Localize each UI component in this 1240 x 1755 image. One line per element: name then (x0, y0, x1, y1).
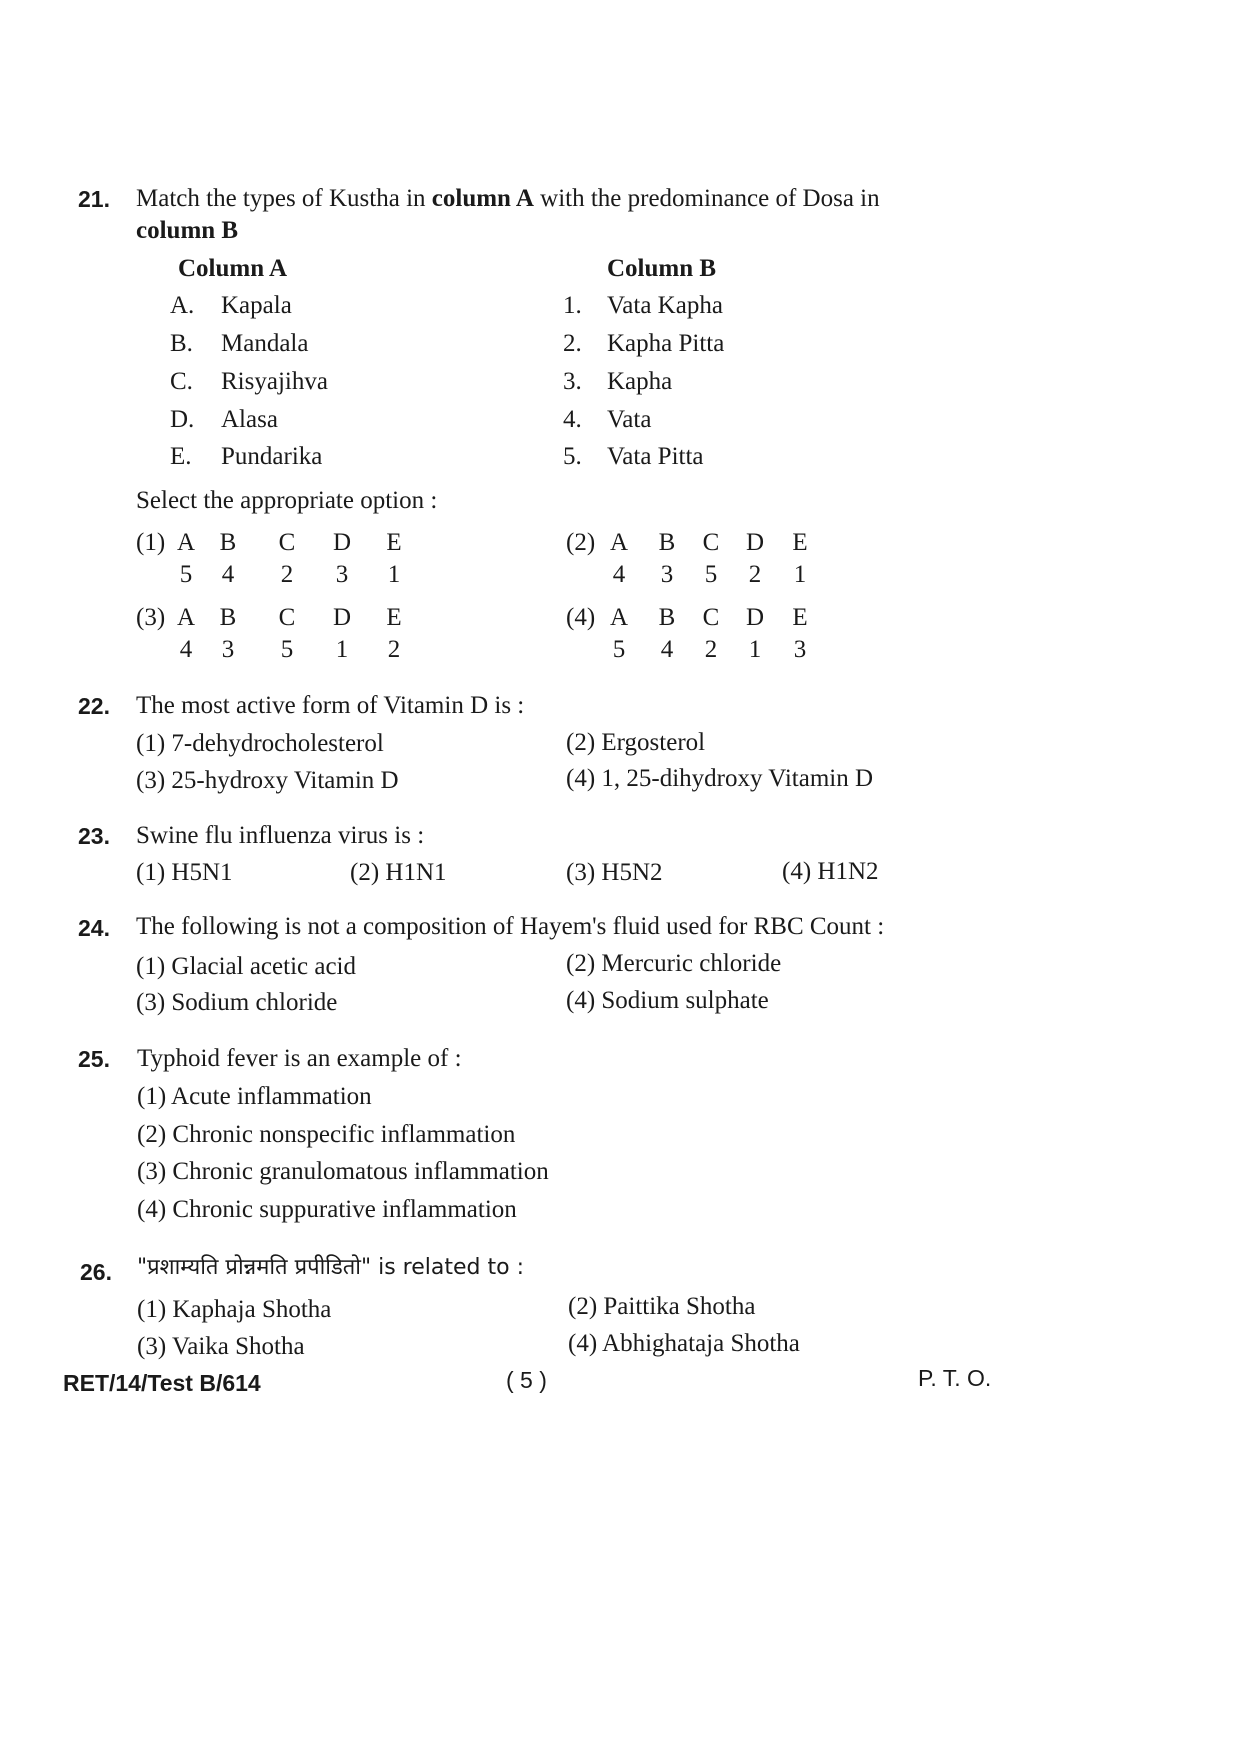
option-value: 5 (612, 636, 626, 663)
option-value: 3 (221, 636, 235, 663)
question-number: 23. (78, 823, 110, 849)
answer-option-3[interactable]: (3) Sodium chloride (136, 989, 338, 1016)
column-b-number: 1. (563, 292, 582, 319)
column-b-number: 5. (563, 443, 582, 470)
option-label: (4) (566, 604, 596, 631)
option-letter: E (792, 604, 808, 631)
column-a-letter: D. (170, 406, 195, 433)
column-b-item: Vata (607, 406, 652, 433)
option-value: 2 (704, 636, 718, 663)
option-value: 5 (280, 636, 294, 663)
answer-option-2[interactable]: (2) Mercuric chloride (566, 950, 782, 977)
option-letter: A (609, 604, 629, 631)
answer-option-3[interactable]: (3) Vaika Shotha (137, 1333, 305, 1360)
option-letter: B (658, 529, 676, 556)
option-value: 5 (179, 561, 193, 588)
option-value: 4 (221, 561, 235, 588)
option-letter: D (745, 529, 765, 556)
answer-option-1[interactable]: (1) Kaphaja Shotha (137, 1296, 332, 1323)
answer-option-4[interactable]: (4) H1N2 (782, 858, 879, 885)
page-number: ( 5 ) (506, 1367, 547, 1393)
column-a-letter: B. (170, 330, 193, 357)
option-letter: C (278, 529, 296, 556)
answer-option-4[interactable]: (4) Chronic suppurative inflammation (137, 1196, 517, 1223)
stem-text: with the predominance of Dosa in (533, 185, 880, 212)
column-a-item: Pundarika (221, 443, 323, 470)
answer-option-1[interactable]: (1) Glacial acetic acid (136, 953, 356, 980)
answer-option-4[interactable]: (4) Sodium sulphate (566, 987, 769, 1014)
option-value: 3 (660, 561, 674, 588)
column-a-header: Column A (178, 255, 288, 282)
option-label: (3) (136, 604, 166, 631)
option-letter: C (702, 604, 720, 631)
select-instruction: Select the appropriate option : (136, 487, 438, 514)
option-value: 4 (179, 636, 193, 663)
option-value: 1 (748, 636, 762, 663)
question-number: 26. (80, 1259, 112, 1285)
column-a-letter: E. (170, 443, 192, 470)
answer-option-2[interactable]: (2) Paittika Shotha (568, 1293, 756, 1320)
question-stem: The following is not a composition of Hayem's fluid used for RBC Count : (136, 913, 885, 940)
option-value: 5 (704, 561, 718, 588)
column-b-item: Kapha (607, 368, 673, 395)
option-value: 4 (612, 561, 626, 588)
option-letter: C (278, 604, 296, 631)
column-a-letter: A. (170, 292, 195, 319)
option-letter: B (658, 604, 676, 631)
column-a-letter: C. (170, 368, 193, 395)
answer-option-1[interactable]: (1) 7-dehydrocholesterol (136, 730, 384, 757)
option-letter: E (792, 529, 808, 556)
answer-option-2[interactable]: (2) Chronic nonspecific inflammation (137, 1121, 516, 1148)
option-letter: A (176, 529, 196, 556)
option-letter: E (386, 529, 402, 556)
question-stem: "प्रशाम्यति प्रोन्नमति प्रपीडितो" is related to : (137, 1255, 524, 1280)
option-value: 1 (793, 561, 807, 588)
stem-bold: column A (431, 185, 534, 212)
option-label: (1) (136, 529, 166, 556)
answer-option-3[interactable]: (3) H5N2 (566, 859, 663, 886)
column-a-item: Risyajihva (221, 368, 328, 395)
option-label: (2) (566, 529, 596, 556)
question-number: 21. (78, 186, 110, 212)
option-value: 2 (748, 561, 762, 588)
option-value: 2 (387, 636, 401, 663)
answer-option-3[interactable]: (3) 25-hydroxy Vitamin D (136, 767, 399, 794)
question-stem: The most active form of Vitamin D is : (136, 692, 525, 719)
option-letter: B (219, 529, 237, 556)
option-value: 2 (280, 561, 294, 588)
question-stem: Swine flu influenza virus is : (136, 822, 425, 849)
option-letter: B (219, 604, 237, 631)
option-value: 1 (335, 636, 349, 663)
stem-text: Match the types of Kustha in (136, 185, 432, 212)
question-number: 22. (78, 693, 110, 719)
answer-option-2[interactable]: (2) Ergosterol (566, 729, 706, 756)
paper-code: RET/14/Test B/614 (63, 1370, 261, 1396)
option-letter: D (332, 529, 352, 556)
option-letter: D (332, 604, 352, 631)
column-b-item: Kapha Pitta (607, 330, 725, 357)
option-letter: D (745, 604, 765, 631)
column-b-number: 2. (563, 330, 582, 357)
answer-option-1[interactable]: (1) H5N1 (136, 859, 233, 886)
option-letter: A (176, 604, 196, 631)
column-a-item: Kapala (221, 292, 292, 319)
answer-option-1[interactable]: (1) Acute inflammation (137, 1083, 372, 1110)
option-letter: A (609, 529, 629, 556)
question-stem (136, 186, 880, 211)
answer-option-4[interactable]: (4) 1, 25-dihydroxy Vitamin D (566, 765, 874, 792)
column-a-item: Alasa (221, 406, 278, 433)
option-letter: E (386, 604, 402, 631)
answer-option-4[interactable]: (4) Abhighataja Shotha (568, 1330, 800, 1357)
question-stem: Typhoid fever is an example of : (137, 1045, 462, 1072)
answer-option-2[interactable]: (2) H1N1 (350, 859, 447, 886)
stem-bold: column B (136, 217, 239, 244)
option-value: 1 (387, 561, 401, 588)
column-b-item: Vata Kapha (607, 292, 723, 319)
question-number: 25. (78, 1046, 110, 1072)
option-value: 4 (660, 636, 674, 663)
column-b-number: 3. (563, 368, 582, 395)
option-value: 3 (793, 636, 807, 663)
question-number: 24. (78, 915, 110, 941)
column-b-number: 4. (563, 406, 582, 433)
column-b-item: Vata Pitta (607, 443, 704, 470)
answer-option-3[interactable]: (3) Chronic granulomatous inflammation (137, 1158, 549, 1185)
column-a-item: Mandala (221, 330, 309, 357)
pto-label: P. T. O. (918, 1365, 992, 1391)
column-b-header: Column B (607, 255, 717, 282)
option-letter: C (702, 529, 720, 556)
option-value: 3 (335, 561, 349, 588)
